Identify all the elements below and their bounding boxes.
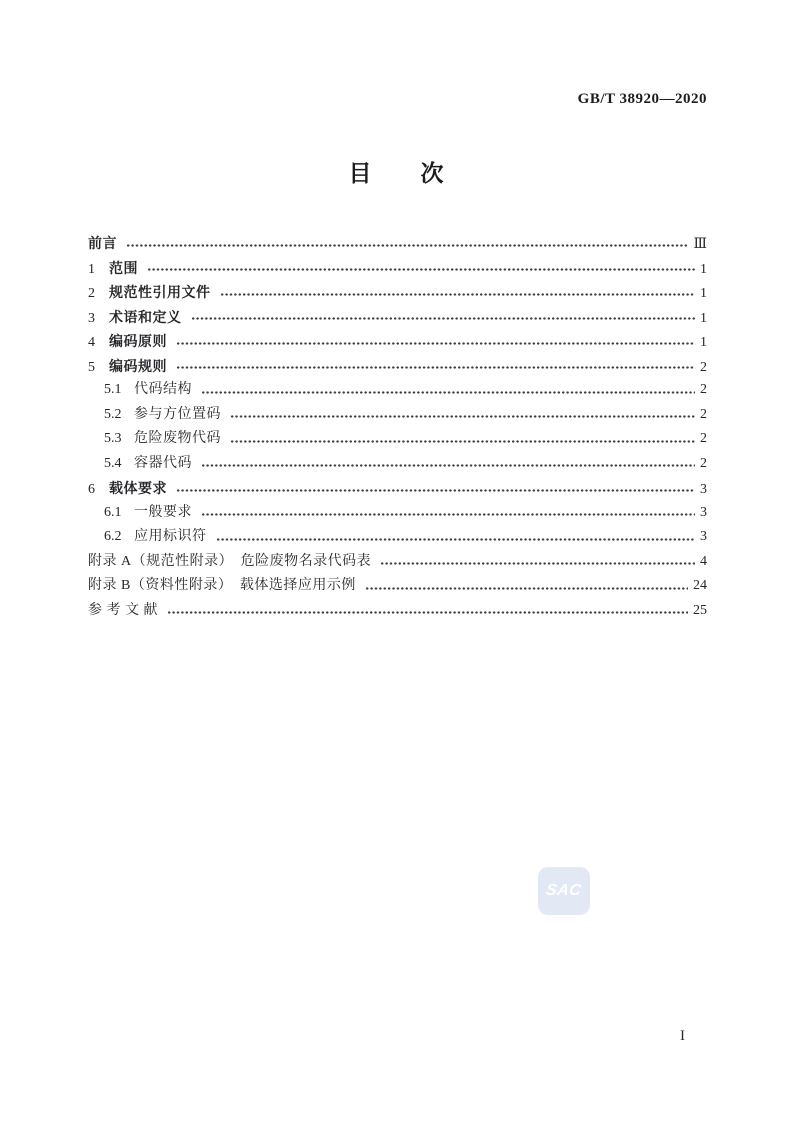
dot-leader bbox=[230, 413, 695, 420]
sac-watermark-logo bbox=[538, 867, 590, 915]
toc-entry-number: 6 bbox=[88, 482, 95, 497]
dot-leader bbox=[126, 242, 688, 249]
toc-entry-page: 4 bbox=[700, 553, 707, 569]
toc-entry bbox=[88, 525, 707, 550]
dot-leader bbox=[230, 438, 695, 445]
toc-entry-label: 附录 B（资料性附录） 载体选择应用示例 bbox=[88, 578, 356, 593]
toc-entry-page: 2 bbox=[700, 431, 707, 446]
toc-entry-number: 5.1 bbox=[104, 382, 122, 397]
toc-entry-label: 应用标识符 bbox=[134, 529, 207, 544]
sac-watermark-text: SAC bbox=[545, 882, 583, 899]
toc-entry-page: 1 bbox=[700, 261, 707, 277]
standard-code: GB/T 38920—2020 bbox=[577, 91, 707, 107]
toc-entry-label: 编码规则 bbox=[109, 357, 167, 374]
dot-leader bbox=[220, 291, 696, 298]
toc-entry bbox=[88, 280, 707, 305]
toc-entry-number: 3 bbox=[88, 310, 95, 326]
toc-entry-label: 附录 A（规范性附录） 危险废物名录代码表 bbox=[88, 553, 372, 569]
toc-entry-label: 一般要求 bbox=[134, 504, 192, 520]
toc-entry-number: 2 bbox=[88, 286, 95, 301]
dot-leader bbox=[147, 266, 695, 273]
toc-entry bbox=[88, 476, 707, 501]
toc-entry-number: 5 bbox=[88, 359, 95, 375]
toc-entry-number: 5.4 bbox=[104, 455, 122, 471]
toc-entry bbox=[88, 452, 707, 477]
toc-entry bbox=[88, 501, 707, 526]
toc-entry-page: 2 bbox=[700, 382, 707, 397]
toc-entry bbox=[88, 427, 707, 452]
toc-entry-label: 载体要求 bbox=[109, 480, 167, 496]
toc-entry-page: 24 bbox=[693, 578, 707, 593]
toc-entry-page: 2 bbox=[700, 455, 707, 471]
dot-leader bbox=[167, 609, 688, 616]
toc-entry-page: 2 bbox=[700, 359, 707, 375]
dot-leader bbox=[216, 536, 696, 543]
toc-entry bbox=[88, 354, 707, 379]
toc-entry-label: 代码结构 bbox=[134, 382, 192, 397]
toc-entry bbox=[88, 550, 707, 575]
dot-leader bbox=[176, 364, 695, 371]
toc-entry-label: 危险废物代码 bbox=[134, 431, 221, 446]
dot-leader bbox=[201, 389, 695, 396]
table-of-contents bbox=[88, 231, 707, 623]
toc-entry bbox=[88, 256, 707, 281]
toc-entry-number: 4 bbox=[88, 335, 95, 350]
toc-entry-page: 2 bbox=[700, 406, 707, 422]
page-number: I bbox=[680, 1028, 685, 1044]
toc-entry-label: 编码原则 bbox=[109, 333, 167, 349]
toc-entry bbox=[88, 378, 707, 403]
toc-entry bbox=[88, 305, 707, 330]
toc-entry-number: 5.3 bbox=[104, 431, 122, 446]
toc-entry-label: 术语和定义 bbox=[109, 308, 182, 325]
toc-entry bbox=[88, 403, 707, 428]
toc-entry-number: 6.1 bbox=[104, 504, 122, 520]
toc-entry-label: 范围 bbox=[109, 259, 138, 276]
toc-entry-number: 1 bbox=[88, 261, 95, 277]
toc-entry-label: 前言 bbox=[88, 235, 117, 251]
toc-entry bbox=[88, 599, 707, 624]
dot-leader bbox=[201, 462, 695, 469]
toc-entry-page: 1 bbox=[700, 335, 707, 350]
dot-leader bbox=[365, 585, 688, 592]
dot-leader bbox=[176, 487, 695, 494]
dot-leader bbox=[380, 560, 695, 567]
toc-entry bbox=[88, 329, 707, 354]
toc-entry-page: 1 bbox=[700, 286, 707, 301]
toc-entry-page: 1 bbox=[700, 310, 707, 326]
page-title: 目 次 bbox=[348, 160, 445, 186]
dot-leader bbox=[191, 315, 696, 322]
toc-entry-number: 5.2 bbox=[104, 406, 122, 422]
toc-entry-label: 容器代码 bbox=[134, 455, 192, 471]
toc-entry-label: 规范性引用文件 bbox=[109, 284, 211, 300]
toc-entry bbox=[88, 231, 707, 256]
toc-entry-page: 3 bbox=[700, 529, 707, 544]
toc-entry-page: 3 bbox=[700, 504, 707, 520]
dot-leader bbox=[176, 340, 695, 347]
toc-entry-page: 25 bbox=[693, 602, 707, 618]
toc-entry-label: 参与方位置码 bbox=[134, 406, 221, 422]
dot-leader bbox=[201, 511, 695, 518]
toc-entry bbox=[88, 574, 707, 599]
toc-entry-page: Ⅲ bbox=[693, 237, 707, 252]
toc-entry-page: 3 bbox=[700, 482, 707, 497]
toc-entry-number: 6.2 bbox=[104, 529, 122, 544]
toc-entry-label: 参 考 文 献 bbox=[88, 602, 158, 618]
